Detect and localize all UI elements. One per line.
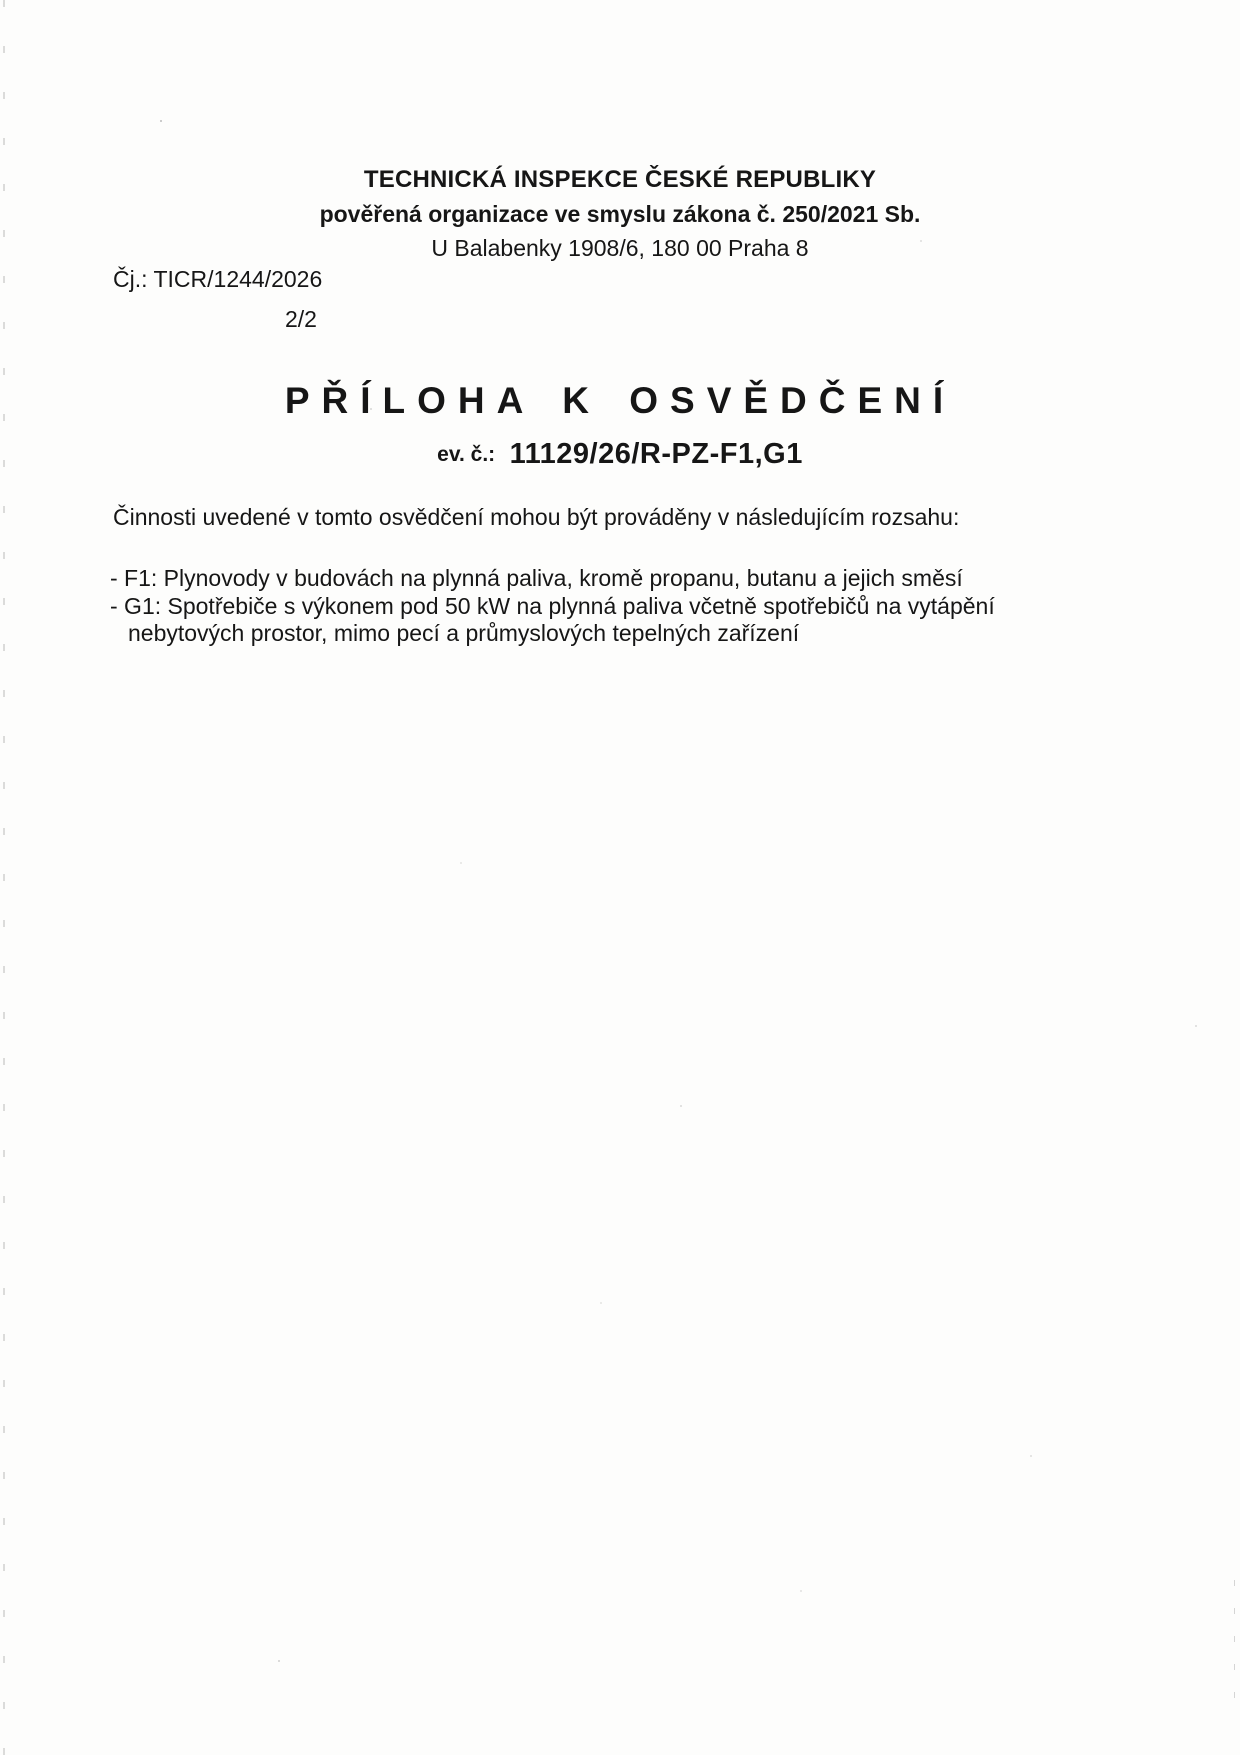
organization-address: U Balabenky 1908/6, 180 00 Praha 8 — [431, 235, 809, 261]
scope-intro-paragraph: Činnosti uvedené v tomto osvědčení mohou být prováděny v následujícím rozsahu: — [113, 504, 960, 530]
letterhead — [0, 163, 1240, 265]
evidence-number-line — [0, 438, 1240, 471]
evidence-number-value: 11129/26/R-PZ-F1,G1 — [509, 438, 803, 470]
scope-item-f1: - F1: Plynovody v budovách na plynná paliva, kromě propanu, butanu a jejich směsí — [110, 565, 963, 591]
scope-list — [110, 565, 1115, 648]
organization-subtitle: pověřená organizace ve smyslu zákona č. 250/2021 Sb. — [319, 201, 921, 227]
scan-specks — [160, 120, 162, 122]
document-title: PŘÍLOHA K OSVĚDČENÍ — [284, 380, 956, 421]
page-number: 2/2 — [285, 306, 317, 332]
scan-edge-artifact-right — [1234, 1580, 1235, 1700]
file-reference-number: Čj.: TICR/1244/2026 — [113, 266, 323, 292]
scope-item-g1: - G1: Spotřebiče s výkonem pod 50 kW na plynná paliva včetně spotřebičů na vytápění nebytových prostor, mimo pecí a průmyslových tepelných zařízení — [110, 592, 995, 646]
organization-name: TECHNICKÁ INSPEKCE ČESKÉ REPUBLIKY — [363, 166, 877, 193]
evidence-number-label: ev. č.: — [437, 443, 496, 466]
